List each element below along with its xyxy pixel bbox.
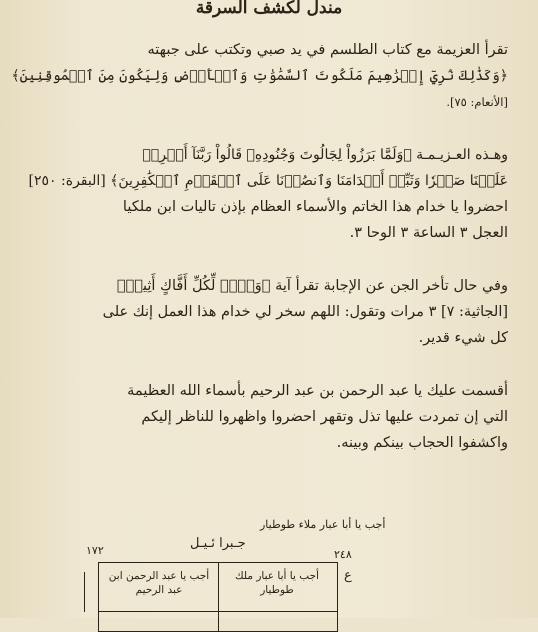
diagram-side-letter: ع — [344, 568, 352, 583]
diagram-number-right: ٢٤٨ — [334, 548, 352, 561]
paragraph-2 — [28, 142, 508, 246]
grid-cell-left: أجب يا عبد الرحمن ابن عبد الرحيم — [108, 570, 210, 596]
grid-divider-vertical — [218, 563, 219, 631]
paragraph-1 — [11, 37, 508, 115]
verse-reference: [الأنعام: ٧٥]. — [446, 95, 508, 109]
diagram-side-stroke — [84, 572, 87, 612]
text-line: كل شيء قدير. — [418, 330, 508, 346]
text-line: احضروا يا خدام هذا الخاتم والأسماء العظام بإذن تاليات ابن ملكيا — [122, 199, 508, 215]
text-line: واكشفوا الحجاب بينكم وبينه. — [336, 435, 508, 451]
text-line: وفي حال تأخر الجن عن الإجابة تقرأ آية ﴿وَيۡلٞ لِّكُلِّ أَفَّاكٍ أَثِيمٖ﴾ — [116, 278, 508, 294]
quran-verse: عَلَيۡنَا صَبۡرٗا وَثَبِّتۡ أَقۡدَامَنَا وَٱنصُرۡنَا عَلَى ٱلۡقَوۡمِ ٱلۡكَٰفِرِينَ﴾ [البقرة: ٢٥٠] — [28, 173, 508, 189]
text-line: تقرأ العزيمة مع كتاب الطلسم في يد صبي وتكتب على جبهته — [147, 42, 508, 58]
quran-verse: وهـذه العـزيـمـة ﴿وَلَمَّا بَرَزُواْ لِجَالُوتَ وَجُنُودِهِۦ قَالُواْ رَبَّنَآ أَفۡرِغۡ — [142, 147, 508, 163]
grid-divider-horizontal — [99, 611, 337, 612]
grid-cell-right: أجب يا أبا عبار ملك طوطيار — [235, 570, 319, 596]
diagram-top-label: أجب يا أبا عبار ملاء طوطيار — [260, 518, 386, 531]
diagram-name-label: جـبرا ئـيـل — [190, 536, 246, 551]
paragraph-3 — [34, 273, 508, 351]
page-title: مندل لكشف السرقة — [195, 0, 343, 18]
diagram-number-left: ١٧٢ — [86, 544, 104, 557]
text-line: أقسمت عليك يا عبد الرحمن بن عبد الرحيم بأسماء الله العظيمة — [127, 383, 508, 399]
text-line: [الجاثية: ٧] ٣ مرات وتقول: اللهم سخر لي خدام هذا العمل إنك على — [102, 304, 508, 320]
quran-verse: ﴿وَكَذَٰلِكَ نُرِيٓ إِبۡرَٰهِيمَ مَلَكُوتَ ٱلسَّمَٰوَٰتِ وَٱلۡأَرۡضِ وَلِيَكُونَ مِنَ ٱلۡمُوقِنِينَ﴾ — [11, 68, 508, 84]
talisman-grid — [98, 562, 338, 632]
paragraph-4 — [34, 378, 508, 456]
text-line: التي إن تمردت عليها تذل وتقهر احضروا واظهروا للناظر إليكم — [141, 409, 508, 425]
text-line: العجل ٣ الساعة ٣ الوحا ٣. — [349, 225, 508, 241]
